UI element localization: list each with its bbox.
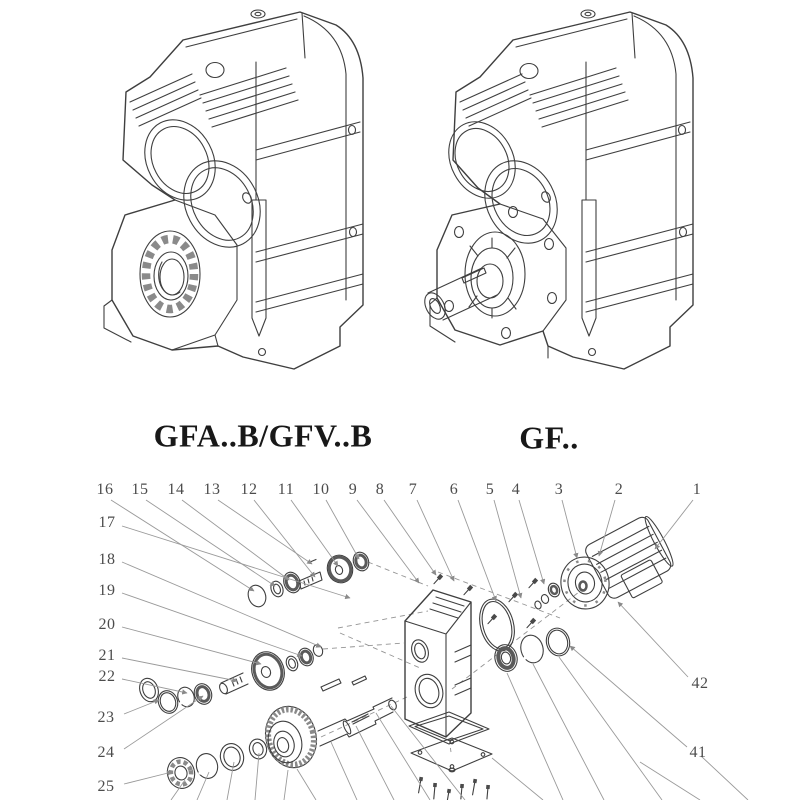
- gearbox-drawing-foot-mounted: [104, 10, 363, 369]
- figure-label-left: GFA..B/GFV..B: [153, 417, 373, 454]
- callout-15: 15: [131, 481, 149, 498]
- washer: [284, 655, 299, 673]
- output-shaft: [318, 698, 398, 746]
- callout-25: 25: [97, 778, 115, 795]
- callout-8: 8: [375, 481, 385, 498]
- ring: [155, 688, 181, 716]
- callout-13: 13: [203, 481, 221, 498]
- snap-ring: [518, 633, 546, 666]
- oil-plug: [581, 10, 595, 18]
- gear-disc: [247, 648, 289, 695]
- pinion-shaft: [218, 673, 248, 695]
- lifting-hole: [206, 63, 224, 78]
- callout-23: 23: [97, 709, 115, 726]
- gear: [323, 552, 356, 587]
- flange-gasket: [474, 595, 520, 655]
- output-flange: [140, 231, 200, 317]
- callout-18: 18: [98, 551, 116, 568]
- callout-5: 5: [485, 481, 495, 498]
- callout-4: 4: [511, 481, 521, 498]
- callout-10: 10: [312, 481, 330, 498]
- end-cap: [245, 583, 268, 609]
- shaft-key: [352, 676, 367, 685]
- callout-22: 22: [98, 668, 116, 685]
- motor-flange: [557, 553, 613, 613]
- output-shaft-parts: [164, 676, 398, 791]
- oil-plug: [251, 10, 265, 18]
- callout-12: 12: [240, 481, 258, 498]
- callout-21: 21: [98, 647, 116, 664]
- callout-7: 7: [408, 481, 418, 498]
- snap-ring: [175, 685, 197, 709]
- callout-9: 9: [348, 481, 358, 498]
- motor: [557, 512, 682, 612]
- input-shaft-parts: [245, 550, 371, 609]
- callout-17: 17: [98, 514, 116, 531]
- seal-ring: [269, 579, 285, 598]
- callout-6: 6: [449, 481, 459, 498]
- callout-3: 3: [554, 481, 564, 498]
- callout-2: 2: [614, 481, 624, 498]
- input-bores: [131, 107, 275, 260]
- pinion-shaft: [299, 572, 322, 589]
- bearing: [351, 550, 372, 573]
- callout-42: 42: [691, 675, 709, 692]
- bearing: [191, 681, 214, 707]
- callout-41: 41: [689, 744, 707, 761]
- exploded-view: [111, 500, 748, 800]
- shaft-key: [321, 679, 341, 691]
- washer: [247, 737, 269, 761]
- callout-24: 24: [97, 744, 115, 761]
- leader-lines-right: [570, 602, 688, 747]
- callout-20: 20: [98, 616, 116, 633]
- gearbox-drawing-solid-shaft: [421, 10, 693, 369]
- output-shaft-flange: [421, 207, 557, 339]
- callout-1: 1: [692, 481, 702, 498]
- oil-seal: [217, 741, 246, 773]
- callout-11: 11: [277, 481, 295, 498]
- callout-19: 19: [98, 582, 116, 599]
- callout-14: 14: [167, 481, 185, 498]
- lifting-hole: [520, 64, 538, 79]
- input-hub-parts: [534, 582, 562, 610]
- large-gear: [259, 701, 323, 774]
- gearbox-housing: [405, 590, 471, 737]
- figure-label-right: GF..: [519, 419, 579, 456]
- callout-16: 16: [96, 481, 114, 498]
- key-pin: [310, 560, 316, 563]
